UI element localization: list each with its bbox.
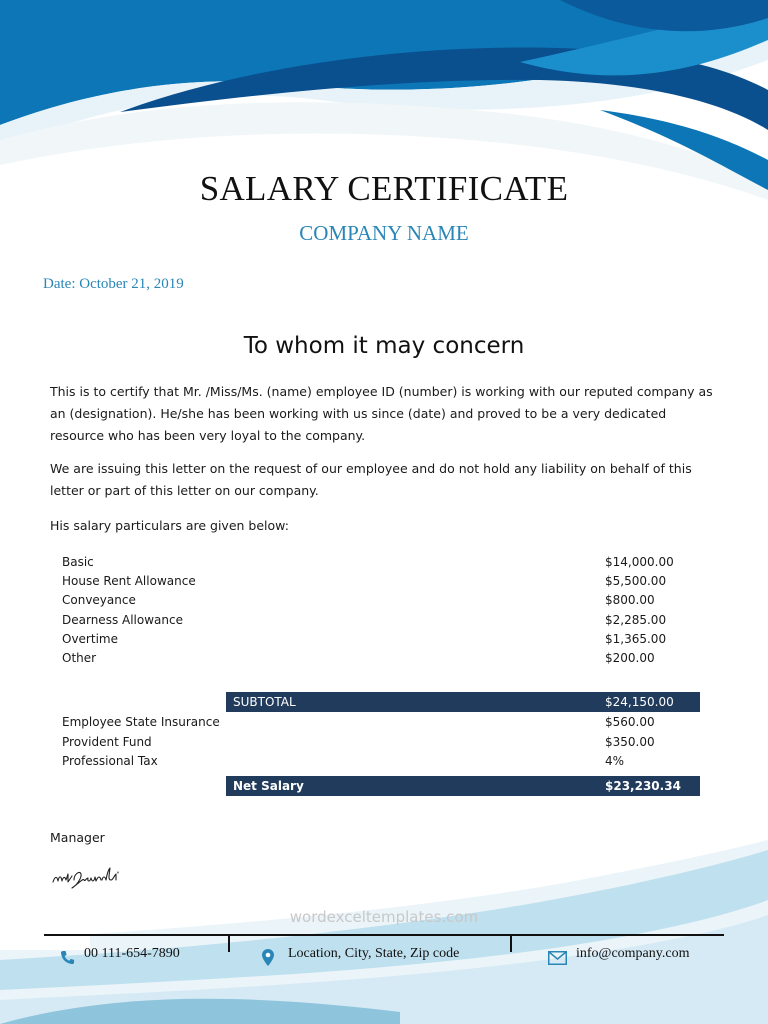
deduction-row-label: Provident Fund xyxy=(62,735,152,749)
manager-label: Manager xyxy=(50,830,105,845)
deduction-row-label: Professional Tax xyxy=(62,754,158,768)
subtotal-label: SUBTOTAL xyxy=(233,695,296,709)
salary-row-label: Dearness Allowance xyxy=(62,613,183,627)
salary-row-label: Basic xyxy=(62,555,94,569)
watermark: wordexceltemplates.com xyxy=(289,908,479,926)
deduction-row-provident-fund xyxy=(62,733,700,752)
salary-row-conveyance xyxy=(62,591,700,610)
net-salary-row xyxy=(226,776,700,796)
footer-divider xyxy=(510,935,512,952)
salary-row-amount: $5,500.00 xyxy=(605,574,667,588)
deduction-row-professional-tax xyxy=(62,752,700,771)
deduction-row-employee-state-insurance xyxy=(62,713,700,732)
envelope-icon xyxy=(548,951,567,965)
manager-signature xyxy=(50,862,130,892)
deduction-row-label: Employee State Insurance xyxy=(62,715,220,729)
phone-icon xyxy=(60,950,75,965)
liability-paragraph: We are issuing this letter on the request of our employee and do not hold any liability on behalf of this letter or part of this letter on our company. xyxy=(50,461,692,498)
salary-row-basic xyxy=(62,553,700,572)
salary-row-dearness-allowance xyxy=(62,611,700,630)
location-pin-icon xyxy=(262,949,274,967)
salary-row-label: Other xyxy=(62,651,97,665)
salary-row-label: Overtime xyxy=(62,632,118,646)
salary-row-label: Conveyance xyxy=(62,593,136,607)
deduction-row-amount: 4% xyxy=(605,754,625,768)
certification-paragraph: This is to certify that Mr. /Miss/Ms. (name) employee ID (number) is working with our reputed company as an (designation). He/she has been working with us since (date) and proved to be a very dedicated resource who has been very loyal to the company. xyxy=(50,384,713,443)
company-name: COMPANY NAME xyxy=(299,221,469,245)
salutation: To whom it may concern xyxy=(243,333,525,359)
salary-intro: His salary particulars are given below: xyxy=(50,518,289,533)
address-text: Location, City, State, Zip code xyxy=(288,946,460,961)
subtotal-row xyxy=(226,692,700,712)
salary-row-overtime xyxy=(62,630,700,649)
deduction-row-amount: $350.00 xyxy=(605,735,655,749)
deduction-row-amount: $560.00 xyxy=(605,715,655,729)
issue-date: Date: October 21, 2019 xyxy=(43,276,184,292)
footer-divider xyxy=(228,935,230,952)
certificate-title: SALARY CERTIFICATE xyxy=(199,169,569,208)
net-salary-label: Net Salary xyxy=(233,779,304,793)
salary-row-amount: $800.00 xyxy=(605,593,655,607)
net-salary-amount: $23,230.34 xyxy=(605,779,681,793)
salary-row-amount: $1,365.00 xyxy=(605,632,667,646)
footer-divider-line xyxy=(44,934,724,936)
salary-row-amount: $14,000.00 xyxy=(605,555,674,569)
salary-row-label: House Rent Allowance xyxy=(62,574,196,588)
subtotal-amount: $24,150.00 xyxy=(605,695,674,709)
salary-row-other xyxy=(62,649,700,668)
salary-row-house-rent-allowance xyxy=(62,572,700,591)
phone-number[interactable]: 00 111-654-7890 xyxy=(84,946,180,961)
salary-row-amount: $2,285.00 xyxy=(605,613,667,627)
email-address[interactable]: info@company.com xyxy=(576,946,690,961)
salary-row-amount: $200.00 xyxy=(605,651,655,665)
